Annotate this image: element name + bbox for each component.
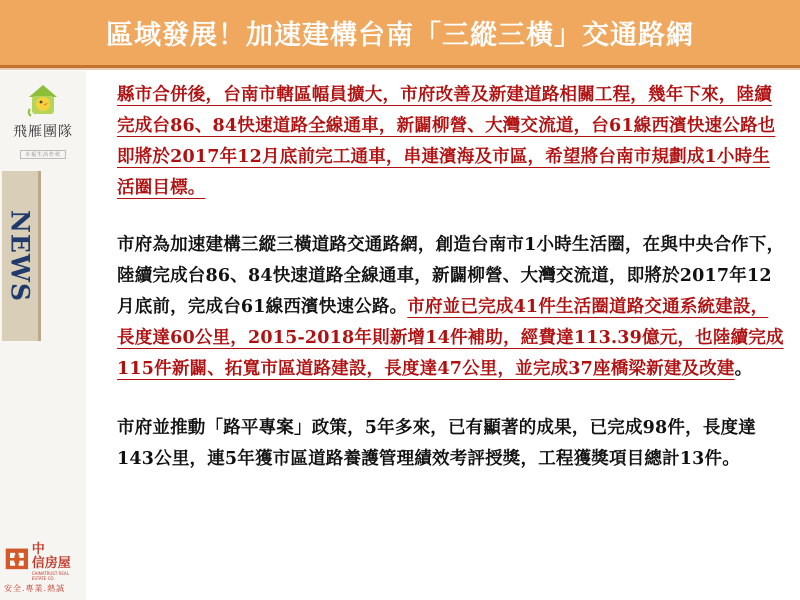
title-bar	[0, 0, 800, 68]
left-sidebar	[0, 71, 86, 600]
article-paragraph-1: 縣市合併後，台南市轄區幅員擴大，市府改善及新建道路相關工程，幾年下來，陸續完成台86、84快速道路全線通車，新闢柳營、大灣交流道，台61線西濱快速公路也即將於2017年12月底前完工通車，串連濱海及市區，希望將台南市規劃成1小時生活圈目標。	[117, 85, 776, 198]
feiyan-team-logo	[4, 79, 82, 158]
article-paragraph-2	[117, 230, 785, 385]
page-title: 區域發展！加速建構台南「三縱三橫」交通路網	[106, 20, 694, 51]
feiyan-team-name: 飛雁團隊	[13, 124, 73, 140]
chinatrust-realty-logo	[4, 543, 84, 599]
news-tab	[2, 171, 41, 341]
chinatrust-slogan: 安全.專業.熱誠	[4, 584, 66, 593]
title-divider	[0, 68, 800, 70]
chinatrust-name-line2: 信房屋	[31, 556, 71, 571]
article-paragraph-2-text: 市府為加速建構三縱三橫道路交通路網，創造台南市1小時生活圈，在與中央合作下，陸續完成台86、84快速道路全線通車，新闢柳營、大灣交流道，即將於2017年12月底前，完成台61線西濱快速公路。	[117, 235, 785, 317]
article-paragraph-2-highlight: 市府並已完成41件生活圈道路交通系統建設，長度達60公里，2015-2018年則新增14件補助，經費達113.39億元，也陸續完成115件新闢、拓寬市區道路建設，長度達47公里，並完成37座橋梁新建及改建	[117, 297, 784, 379]
article-body	[117, 80, 785, 475]
chinatrust-english-name: CHINATRUST REAL ESTATE CO.	[31, 571, 69, 581]
news-label: NEWS	[5, 209, 35, 303]
article-paragraph-3: 市府並推動「路平專案」政策，5年多來，已有顯著的成果，已完成98件，長度達143公里，連5年獲市區道路養護管理績效考評授獎，工程獲獎項目總計13件。	[117, 418, 756, 469]
bird-house-logo-icon	[23, 79, 63, 119]
feiyan-team-slogan: 幸福生活作伙	[20, 150, 66, 159]
chinatrust-realty-logo-icon	[4, 543, 30, 573]
article-paragraph-2-end: 。	[734, 359, 753, 379]
chinatrust-name-line1: 中	[31, 542, 45, 557]
